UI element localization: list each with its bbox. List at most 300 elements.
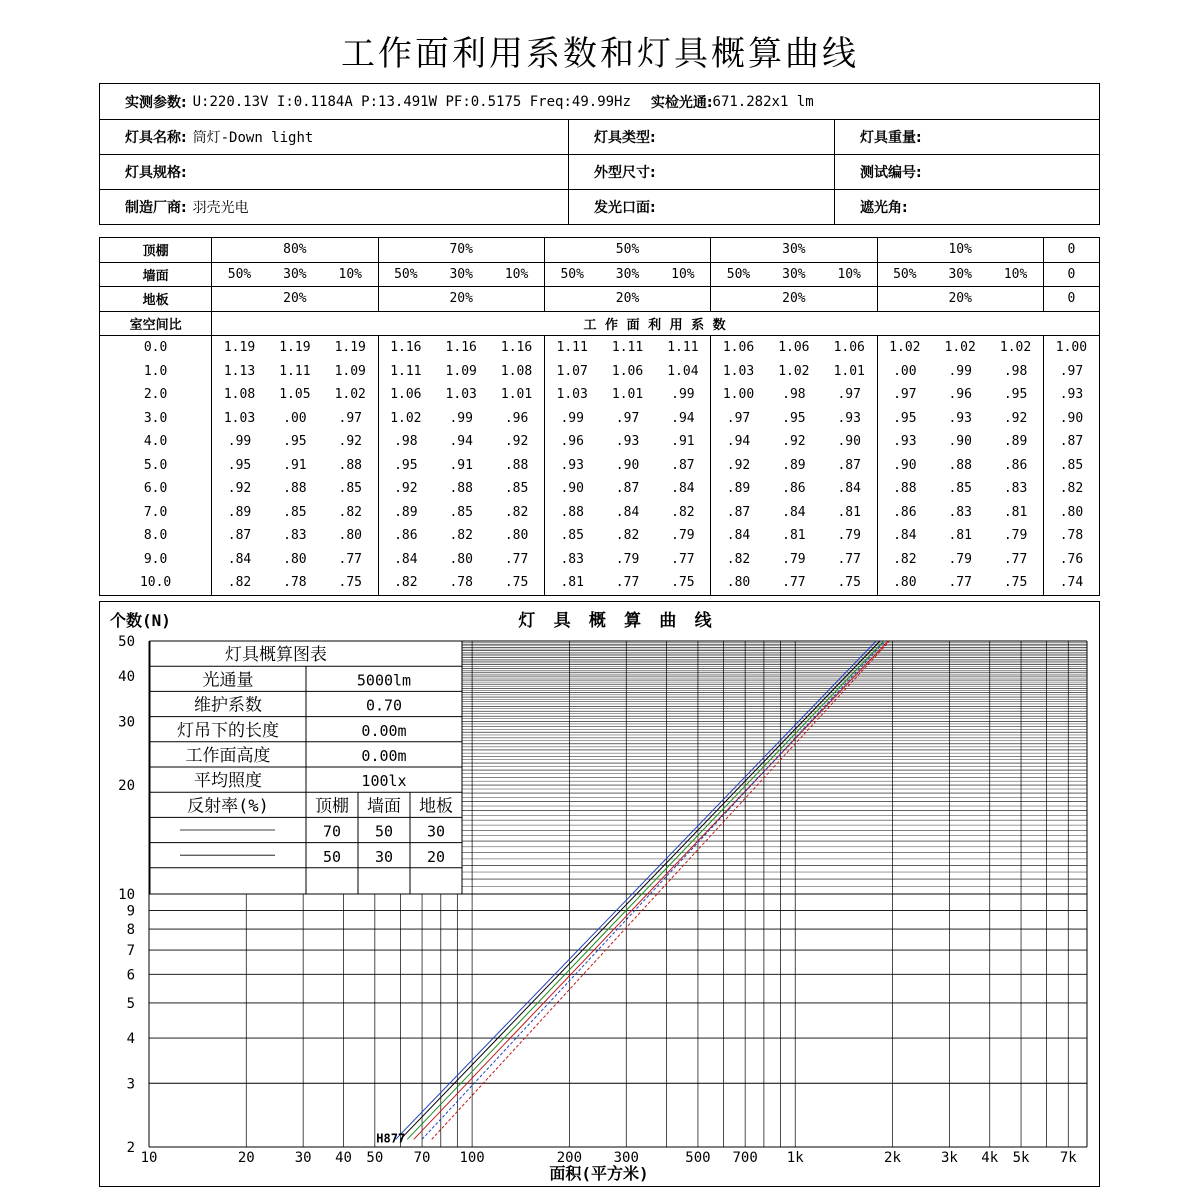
cu-value: .81 xyxy=(544,571,599,595)
estimate-value: 5000lm xyxy=(356,671,412,690)
y-tick-label: 4 xyxy=(126,1031,135,1048)
rcr-value: 7.0 xyxy=(143,504,168,520)
cu-value: 1.03 xyxy=(445,387,477,403)
estimate-value: 0.00m xyxy=(361,721,407,740)
cu-value: .82 xyxy=(877,548,932,572)
cu-value: .84 xyxy=(378,548,433,572)
estimate-label: 灯吊下的长度 xyxy=(177,720,279,741)
name-row xyxy=(100,120,1099,155)
cu-value: .89 xyxy=(212,501,267,525)
rcr-value: 6.0 xyxy=(143,481,168,497)
y-tick-label: 30 xyxy=(118,714,135,731)
estimate-value: 0.70 xyxy=(365,696,403,715)
cu-value: .96 xyxy=(948,387,972,403)
cu-value: .83 xyxy=(948,504,972,520)
cu-row xyxy=(100,454,1100,478)
x-tick-label: 5k xyxy=(1012,1150,1030,1166)
cu-value: .91 xyxy=(449,457,473,473)
x-tick-label: 200 xyxy=(556,1150,583,1166)
cu-value: .84 xyxy=(837,481,861,497)
cu-value: .91 xyxy=(283,457,307,473)
wall-value: 50% xyxy=(544,262,599,287)
cu-value: .85 xyxy=(449,504,473,520)
cu-value: .90 xyxy=(837,434,861,450)
estimate-label: 工作面高度 xyxy=(185,746,271,766)
cu-value: .97 xyxy=(1043,360,1099,384)
cu-value: .88 xyxy=(544,501,599,525)
cu-value: .82 xyxy=(504,504,529,520)
cu-value: .88 xyxy=(338,457,362,473)
wall-value: 50% xyxy=(877,262,932,287)
x-tick-label: 1k xyxy=(786,1150,804,1166)
cu-value: .92 xyxy=(212,477,267,501)
cu-value: .88 xyxy=(948,457,972,473)
cu-label: 工 作 面 利 用 系 数 xyxy=(212,311,1100,336)
refl-floor-col: 地板 xyxy=(419,796,453,817)
cu-row xyxy=(100,548,1100,572)
cu-value: .99 xyxy=(449,410,473,426)
cu-value: 1.07 xyxy=(544,360,599,384)
cu-value: .74 xyxy=(1043,571,1099,595)
estimate-label: 光通量 xyxy=(202,670,254,691)
cu-value: 1.02 xyxy=(877,336,932,360)
cu-value: .93 xyxy=(877,430,932,454)
cu-value: .82 xyxy=(338,504,362,520)
cu-value: .96 xyxy=(544,430,599,454)
cu-value: .91 xyxy=(671,434,695,450)
wall-value: 30% xyxy=(766,262,822,287)
cu-row xyxy=(100,360,1100,384)
cu-value: .77 xyxy=(671,551,695,567)
curve-marker-label: H877 xyxy=(376,1131,406,1146)
measured-value: U:220.13V I:0.1184A P:13.491W PF:0.5175 Freq:49.99Hz xyxy=(192,93,631,110)
cu-value: .92 xyxy=(1003,410,1028,426)
cu-value: .97 xyxy=(338,410,362,426)
cu-value: .95 xyxy=(378,454,433,478)
cu-value: .98 xyxy=(1003,363,1028,379)
cu-value: .89 xyxy=(1003,434,1028,450)
cu-value: 1.04 xyxy=(667,363,699,379)
cu-value: .93 xyxy=(544,454,599,478)
x-tick-label: 300 xyxy=(613,1150,639,1166)
cu-value: .81 xyxy=(837,504,861,520)
cu-value: .98 xyxy=(378,430,433,454)
cu-value: .75 xyxy=(837,575,861,591)
estimate-chart-panel xyxy=(99,601,1100,1187)
x-tick-label: 7k xyxy=(1059,1150,1077,1166)
y-tick-label: 10 xyxy=(118,887,135,903)
luminaire-info-panel xyxy=(99,83,1100,225)
cu-value: .95 xyxy=(877,407,932,431)
x-tick-label: 20 xyxy=(237,1150,255,1166)
cu-value: .84 xyxy=(877,524,932,548)
cu-value: 1.11 xyxy=(279,363,311,379)
flux-label: 实检光通: xyxy=(650,94,713,111)
page-title: 工作面利用系数和灯具概算曲线 xyxy=(341,34,859,74)
cu-row xyxy=(100,501,1100,525)
floor-value: 20% xyxy=(378,287,544,312)
cu-value: .80 xyxy=(711,571,766,595)
cu-value: .85 xyxy=(338,481,362,497)
curve-series-0 xyxy=(396,641,876,1139)
cu-value: 1.16 xyxy=(378,336,433,360)
estimate-chart xyxy=(100,602,1099,1186)
floor-value: 20% xyxy=(877,287,1043,312)
ceiling-value: 30% xyxy=(711,238,877,263)
estimate-table-title: 灯具概算图表 xyxy=(225,645,327,666)
x-tick-label: 100 xyxy=(459,1150,485,1166)
floor-value: 20% xyxy=(544,287,710,312)
ceiling-value: 70% xyxy=(378,238,544,263)
cu-value: 1.09 xyxy=(445,363,477,379)
y-tick-label: 2 xyxy=(126,1140,135,1156)
cu-value: .77 xyxy=(837,551,861,567)
cu-value: .83 xyxy=(1003,481,1028,497)
cu-value: .84 xyxy=(711,524,766,548)
cu-value: .90 xyxy=(544,477,599,501)
estimate-label: 维护系数 xyxy=(194,695,262,716)
cu-value: .80 xyxy=(504,528,529,544)
cu-value: .84 xyxy=(671,481,695,497)
cu-value: .88 xyxy=(449,481,473,497)
cu-value: .83 xyxy=(544,548,599,572)
cu-value: .82 xyxy=(212,571,267,595)
spec-label: 灯具规格: xyxy=(125,165,187,181)
cu-value: .83 xyxy=(283,528,307,544)
cu-value: .85 xyxy=(283,504,307,520)
x-tick-label: 4k xyxy=(981,1150,999,1166)
wall-value: 50% xyxy=(378,262,433,287)
estimate-value: 0.00m xyxy=(361,747,407,765)
cu-value: .87 xyxy=(1043,430,1099,454)
cu-value: .84 xyxy=(212,548,267,572)
cu-value: .92 xyxy=(338,434,362,450)
cu-value: .76 xyxy=(1043,548,1099,572)
size-label: 外型尺寸: xyxy=(594,165,656,181)
refl-ceiling-value: 70 xyxy=(322,822,342,841)
cu-value: .90 xyxy=(877,454,932,478)
cu-value: .86 xyxy=(782,481,806,497)
curve-series-5 xyxy=(432,641,890,1139)
cu-value: .87 xyxy=(711,501,766,525)
cu-value: 1.13 xyxy=(212,360,267,384)
rcr-value: 4.0 xyxy=(143,434,168,450)
cu-row xyxy=(100,571,1100,595)
cu-value: .77 xyxy=(504,551,529,567)
cu-value: .90 xyxy=(615,457,640,473)
curve-series-3 xyxy=(414,641,888,1139)
cu-value: .00 xyxy=(283,410,307,426)
y-tick-label: 6 xyxy=(126,967,135,984)
cu-value: 1.19 xyxy=(212,336,267,360)
curve-series-4 xyxy=(422,641,885,1139)
cu-value: .96 xyxy=(504,410,529,426)
wall-value: 10% xyxy=(489,262,544,287)
cu-value: .95 xyxy=(283,434,307,450)
cu-value: 1.06 xyxy=(711,336,766,360)
measured-label: 实测参数: xyxy=(125,94,187,111)
cu-value: .99 xyxy=(544,407,599,431)
flux-value: 671.282x1 lm xyxy=(712,93,814,110)
y-tick-label: 20 xyxy=(118,778,135,795)
ceiling-label: 顶棚 xyxy=(100,238,212,263)
cu-value: .75 xyxy=(504,575,529,591)
cu-value: .97 xyxy=(877,383,932,407)
cu-value: .80 xyxy=(449,551,473,567)
cu-value: .87 xyxy=(615,481,640,497)
cu-value: 1.06 xyxy=(378,383,433,407)
cu-value: .99 xyxy=(212,430,267,454)
cu-value: .82 xyxy=(1043,477,1099,501)
cu-value: .93 xyxy=(1043,383,1099,407)
refl-floor-value: 20 xyxy=(426,847,446,866)
floor-value: 20% xyxy=(212,287,378,312)
cu-value: .94 xyxy=(449,434,473,450)
cu-value: .75 xyxy=(1003,575,1028,591)
refl-floor-value: 30 xyxy=(426,822,446,841)
cu-value: .86 xyxy=(378,524,433,548)
cu-value: .90 xyxy=(948,434,972,450)
cu-value: .86 xyxy=(1003,457,1028,473)
x-tick-label: 30 xyxy=(294,1150,312,1166)
cu-row xyxy=(100,383,1100,407)
rcr-value: 10.0 xyxy=(139,575,172,591)
cu-row xyxy=(100,430,1100,454)
cu-value: .95 xyxy=(212,454,267,478)
cu-value: .99 xyxy=(948,363,972,379)
maker-label: 制造厂商: xyxy=(125,200,187,216)
wall-value: 30% xyxy=(932,262,988,287)
cu-value: 1.11 xyxy=(378,360,433,384)
cu-value: .82 xyxy=(378,571,433,595)
cu-value: 1.03 xyxy=(544,383,599,407)
cu-value: 1.01 xyxy=(500,387,533,403)
floor-value: 0 xyxy=(1043,287,1099,312)
measured-row xyxy=(100,84,1099,120)
x-tick-label: 50 xyxy=(366,1150,384,1166)
y-axis-label: 个数(N) xyxy=(110,611,171,630)
wall-value: 50% xyxy=(212,262,267,287)
ceiling-value: 10% xyxy=(877,238,1043,263)
cu-value: 1.06 xyxy=(778,340,810,356)
cu-value: .93 xyxy=(615,434,640,450)
cu-value: 1.16 xyxy=(445,340,477,356)
maker-row xyxy=(100,190,1099,224)
chart-title: 灯 具 概 算 曲 线 xyxy=(518,611,716,631)
cu-value: .84 xyxy=(782,504,806,520)
cu-value: .85 xyxy=(1043,454,1099,478)
cu-value: 1.08 xyxy=(500,363,533,379)
cu-value: .82 xyxy=(711,548,766,572)
cu-value: .79 xyxy=(615,551,640,567)
cu-value: .82 xyxy=(671,504,695,520)
cu-value: .77 xyxy=(948,575,972,591)
cu-row xyxy=(100,336,1100,360)
cu-value: .92 xyxy=(711,454,766,478)
cu-value: 1.11 xyxy=(544,336,599,360)
cu-value: .92 xyxy=(504,434,529,450)
cu-value: .80 xyxy=(338,528,362,544)
cu-value: .78 xyxy=(283,575,307,591)
maker-value: 羽壳光电 xyxy=(192,200,249,216)
cu-value: .89 xyxy=(782,457,806,473)
weight-label: 灯具重量: xyxy=(860,130,922,146)
cu-value: .88 xyxy=(877,477,932,501)
cu-value: .93 xyxy=(948,410,972,426)
cu-value: .82 xyxy=(615,528,640,544)
y-tick-label: 40 xyxy=(118,669,135,686)
cu-value: .95 xyxy=(782,410,806,426)
cu-value: .94 xyxy=(711,430,766,454)
x-tick-label: 500 xyxy=(685,1150,711,1166)
rcr-label: 室空间比 xyxy=(100,311,212,336)
refl-ceiling-value: 50 xyxy=(322,847,342,866)
rcr-value: 0.0 xyxy=(143,340,168,356)
y-tick-label: 5 xyxy=(126,995,135,1012)
curve-series-2 xyxy=(407,641,884,1139)
cu-value: .84 xyxy=(615,504,640,520)
shield-label: 遮光角: xyxy=(860,200,908,216)
cu-value: .82 xyxy=(449,528,473,544)
ceiling-value: 50% xyxy=(544,238,710,263)
rcr-value: 5.0 xyxy=(143,457,168,473)
cu-value: .77 xyxy=(338,551,362,567)
y-tick-label: 50 xyxy=(118,634,135,650)
y-tick-label: 3 xyxy=(126,1076,135,1093)
cu-value: 1.01 xyxy=(833,363,865,379)
cu-value: .85 xyxy=(504,481,529,497)
rcr-value: 3.0 xyxy=(143,410,168,426)
ceiling-value: 80% xyxy=(212,238,378,263)
opening-label: 发光口面: xyxy=(594,200,656,216)
cu-row xyxy=(100,524,1100,548)
wall-value: 10% xyxy=(822,262,877,287)
cu-value: 1.11 xyxy=(667,340,699,356)
wall-value: 0 xyxy=(1043,262,1099,287)
cu-value: .00 xyxy=(877,360,932,384)
cu-value: .81 xyxy=(1003,504,1028,520)
cu-value: .79 xyxy=(1003,528,1028,544)
cu-value: 1.02 xyxy=(778,363,810,379)
wall-value: 30% xyxy=(267,262,323,287)
cu-value: .78 xyxy=(449,575,473,591)
cu-value: .80 xyxy=(283,551,307,567)
cu-value: .75 xyxy=(671,575,695,591)
cu-value: .92 xyxy=(378,477,433,501)
x-tick-label: 3k xyxy=(940,1150,958,1166)
estimate-value: 100lx xyxy=(361,772,407,791)
cu-value: .77 xyxy=(782,575,806,591)
x-tick-label: 10 xyxy=(140,1150,158,1166)
cu-value: .79 xyxy=(782,551,806,567)
cu-value: .88 xyxy=(283,481,307,497)
cu-value: 1.01 xyxy=(611,387,644,403)
floor-value: 20% xyxy=(711,287,877,312)
cu-value: .79 xyxy=(837,528,861,544)
cu-value: .87 xyxy=(837,457,861,473)
test-no-label: 测试编号: xyxy=(860,165,922,181)
cu-value: .94 xyxy=(671,410,695,426)
wall-value: 30% xyxy=(433,262,489,287)
y-tick-label: 7 xyxy=(126,943,135,960)
refl-wall-value: 50 xyxy=(374,822,394,841)
cu-value: .98 xyxy=(782,387,806,403)
cu-value: .97 xyxy=(711,407,766,431)
cu-value: .97 xyxy=(837,387,861,403)
cu-value: .81 xyxy=(782,528,806,544)
cu-value: .90 xyxy=(1043,407,1099,431)
cu-value: 1.00 xyxy=(711,383,766,407)
cu-value: 1.08 xyxy=(212,383,267,407)
cu-value: 1.11 xyxy=(611,340,644,356)
cu-value: .79 xyxy=(671,528,695,544)
cu-value: 1.02 xyxy=(999,340,1032,356)
cu-value: .79 xyxy=(948,551,972,567)
name-value: 筒灯-Down light xyxy=(192,130,314,146)
cu-value: .75 xyxy=(338,575,362,591)
cu-row xyxy=(100,477,1100,501)
cu-value: .95 xyxy=(1003,387,1028,403)
cu-value: 1.00 xyxy=(1043,336,1099,360)
x-tick-label: 2k xyxy=(884,1150,901,1166)
cu-value: .87 xyxy=(212,524,267,548)
cu-value: 1.05 xyxy=(279,387,311,403)
floor-label: 地板 xyxy=(100,287,212,312)
wall-value: 10% xyxy=(323,262,378,287)
wall-value: 30% xyxy=(599,262,655,287)
rcr-value: 9.0 xyxy=(143,551,168,567)
cu-row xyxy=(100,407,1100,431)
type-label: 灯具类型: xyxy=(594,130,656,146)
cu-value: 1.06 xyxy=(833,340,865,356)
cu-value: .92 xyxy=(782,434,806,450)
cu-value: .80 xyxy=(1043,501,1099,525)
refl-label: 反射率(%) xyxy=(187,796,269,817)
cu-value: 1.02 xyxy=(334,387,366,403)
cu-value: .87 xyxy=(671,457,695,473)
cu-value: 1.19 xyxy=(279,340,311,356)
refl-wall-value: 30 xyxy=(374,847,394,866)
cu-value: .80 xyxy=(877,571,932,595)
wall-value: 10% xyxy=(656,262,711,287)
estimate-label: 平均照度 xyxy=(194,771,262,792)
wall-value: 10% xyxy=(988,262,1043,287)
cu-value: .86 xyxy=(877,501,932,525)
y-tick-label: 9 xyxy=(126,903,135,920)
rcr-value: 8.0 xyxy=(143,528,168,544)
x-tick-label: 70 xyxy=(413,1150,431,1166)
cu-value: .97 xyxy=(615,410,640,426)
cu-value: .85 xyxy=(948,481,972,497)
cu-value: 1.02 xyxy=(378,407,433,431)
cu-value: 1.16 xyxy=(500,340,533,356)
cu-value: .81 xyxy=(948,528,972,544)
wall-value: 50% xyxy=(711,262,766,287)
spec-row xyxy=(100,155,1099,190)
name-label: 灯具名称: xyxy=(125,130,187,146)
cu-value: 1.19 xyxy=(334,340,366,356)
cu-value: .89 xyxy=(378,501,433,525)
x-axis-label: 面积(平方米) xyxy=(549,1164,649,1183)
cu-value: .88 xyxy=(504,457,529,473)
rcr-value: 2.0 xyxy=(143,387,168,403)
cu-value: .77 xyxy=(1003,551,1028,567)
cu-value: .93 xyxy=(837,410,861,426)
cu-value: 1.06 xyxy=(611,363,644,379)
x-tick-label: 700 xyxy=(732,1150,758,1166)
rcr-value: 1.0 xyxy=(143,363,168,379)
y-tick-label: 8 xyxy=(126,922,135,939)
